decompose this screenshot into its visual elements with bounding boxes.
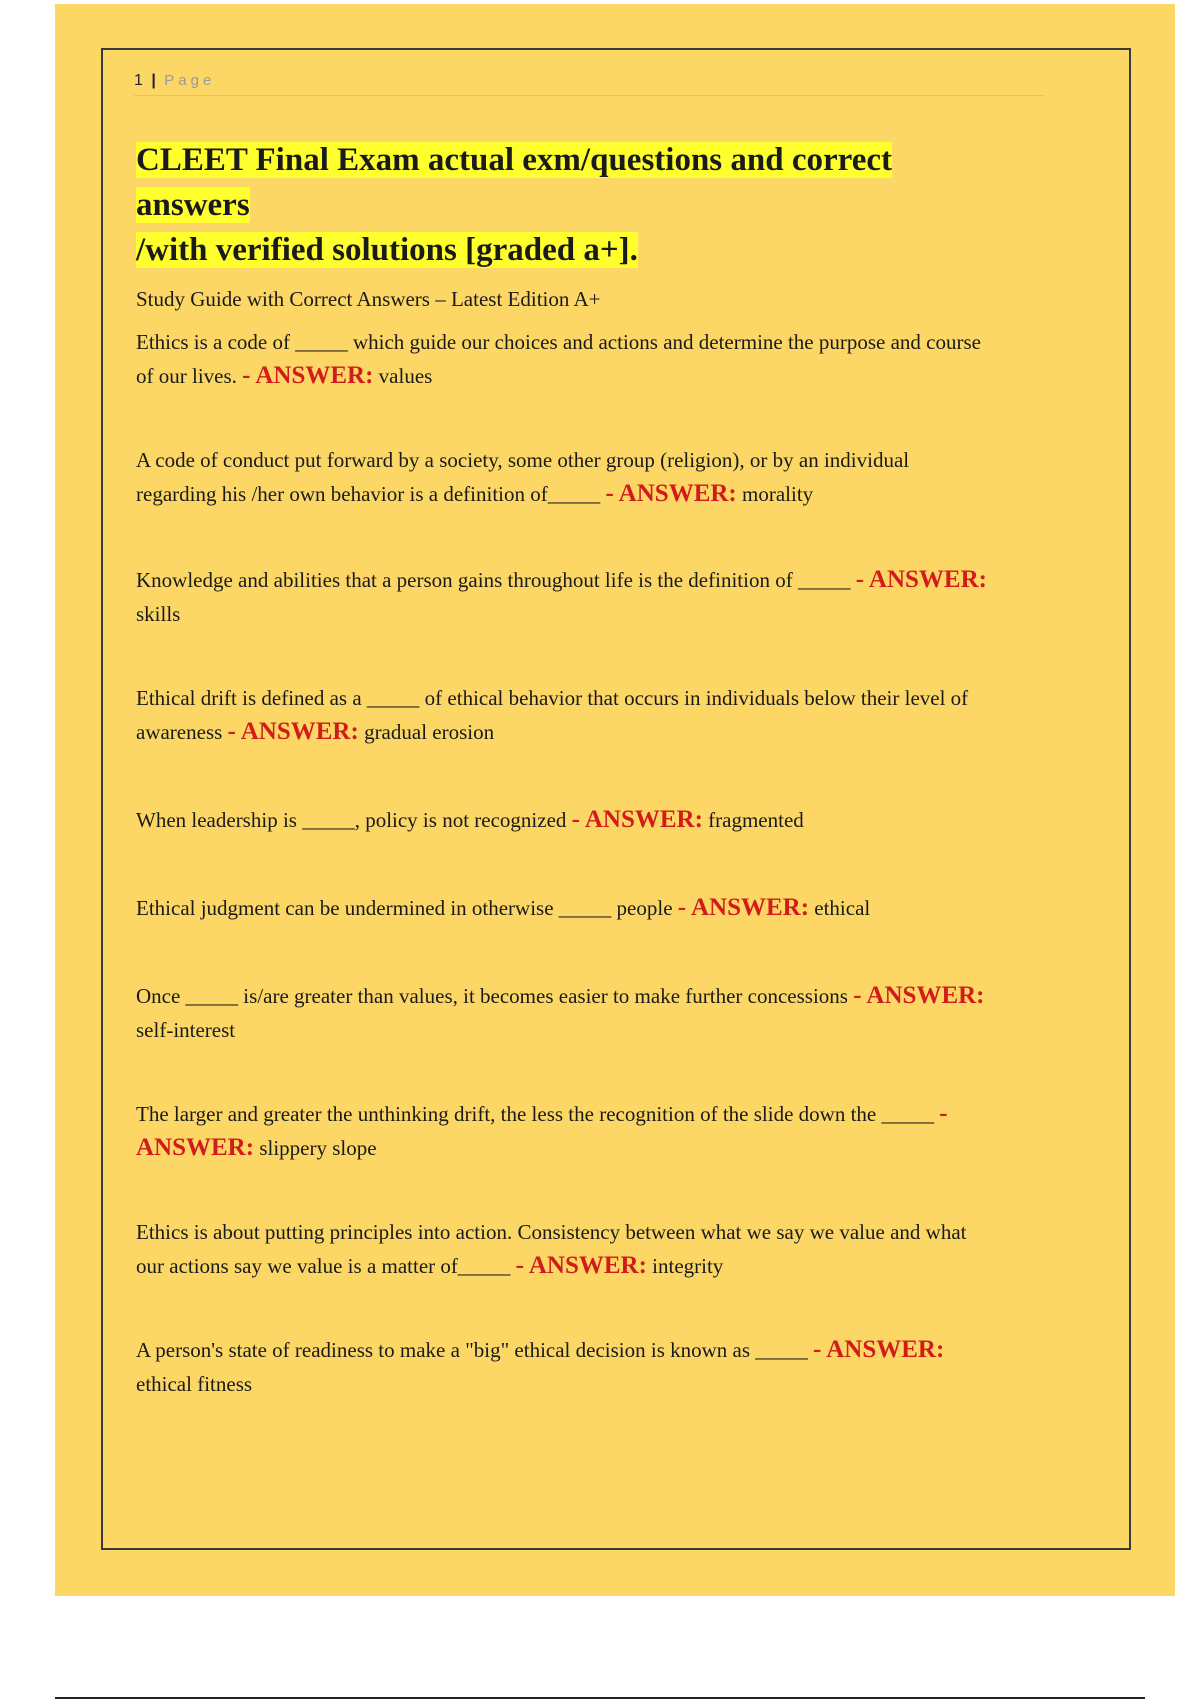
answer-text: integrity	[652, 1254, 724, 1278]
answer-tag: - ANSWER:	[242, 362, 374, 389]
answer-tag: - ANSWER:	[227, 718, 359, 745]
qa-item	[136, 325, 992, 393]
page-number	[134, 72, 215, 90]
answer-tag: - ANSWER:	[813, 1336, 945, 1363]
page-number-word: Page	[164, 72, 216, 89]
title-line-2: /with verified solutions [graded a+].	[136, 232, 638, 268]
answer-tag: - ANSWER:	[855, 566, 987, 593]
answer-tag: - ANSWER:	[571, 806, 703, 833]
document-subtitle: Study Guide with Correct Answers – Latest Edition A+	[136, 287, 601, 311]
answer-tag: - ANSWER:	[853, 982, 985, 1009]
qa-item	[136, 891, 992, 925]
answer-tag: - ANSWER:	[605, 480, 737, 507]
answer-text: gradual erosion	[364, 720, 495, 744]
answer-text: skills	[136, 602, 181, 626]
answer-text: fragmented	[708, 808, 804, 832]
answer-text: values	[378, 364, 433, 388]
page-number-value: 1	[134, 72, 144, 89]
question-text: A code of conduct put forward by a society, some other group (religion), or by an individual regarding his /her own behavior is a definition of_____	[136, 448, 910, 506]
question-text: Knowledge and abilities that a person gains throughout life is the definition of _____	[136, 568, 851, 592]
qa-item	[136, 1215, 992, 1283]
qa-item	[136, 1097, 992, 1165]
answer-tag: - ANSWER:	[677, 894, 810, 921]
title-line-1: CLEET Final Exam actual exm/questions and correct answers	[136, 142, 892, 223]
question-text: Ethics is a code of _____ which guide our choices and actions and determine the purpose and course of our lives.	[136, 330, 981, 388]
answer-text: ethical fitness	[136, 1372, 253, 1396]
answer-tag: - ANSWER:	[515, 1252, 647, 1279]
page-number-separator: |	[151, 72, 157, 89]
question-text: The larger and greater the unthinking drift, the less the recognition of the slide down the _____	[136, 1102, 934, 1126]
question-text: A person's state of readiness to make a "big" ethical decision is known as _____	[136, 1338, 808, 1362]
qa-item	[136, 563, 992, 631]
question-text: Ethical judgment can be undermined in otherwise _____ people	[136, 896, 673, 920]
answer-text: morality	[742, 482, 814, 506]
page-content	[136, 138, 992, 1401]
answer-text: self-interest	[136, 1018, 236, 1042]
question-text: Ethical drift is defined as a _____ of ethical behavior that occurs in individuals below their level of awareness	[136, 686, 969, 744]
question-text: When leadership is _____, policy is not recognized	[136, 808, 567, 832]
question-text: Ethics is about putting principles into action. Consistency between what we say we value and what our actions say we value is a matter of_____	[136, 1220, 967, 1278]
qa-item	[136, 1333, 992, 1401]
footer-rule	[55, 1697, 1145, 1699]
answer-text: slippery slope	[259, 1136, 377, 1160]
qa-item	[136, 803, 992, 837]
answer-tag: - ANSWER:	[136, 1100, 948, 1161]
question-text: Once _____ is/are greater than values, it becomes easier to make further concessions	[136, 984, 848, 1008]
qa-item	[136, 979, 992, 1047]
answer-text: ethical	[814, 896, 871, 920]
qa-item	[136, 443, 992, 511]
header-rule	[134, 95, 1044, 96]
qa-item	[136, 681, 992, 749]
document-title	[136, 138, 992, 273]
